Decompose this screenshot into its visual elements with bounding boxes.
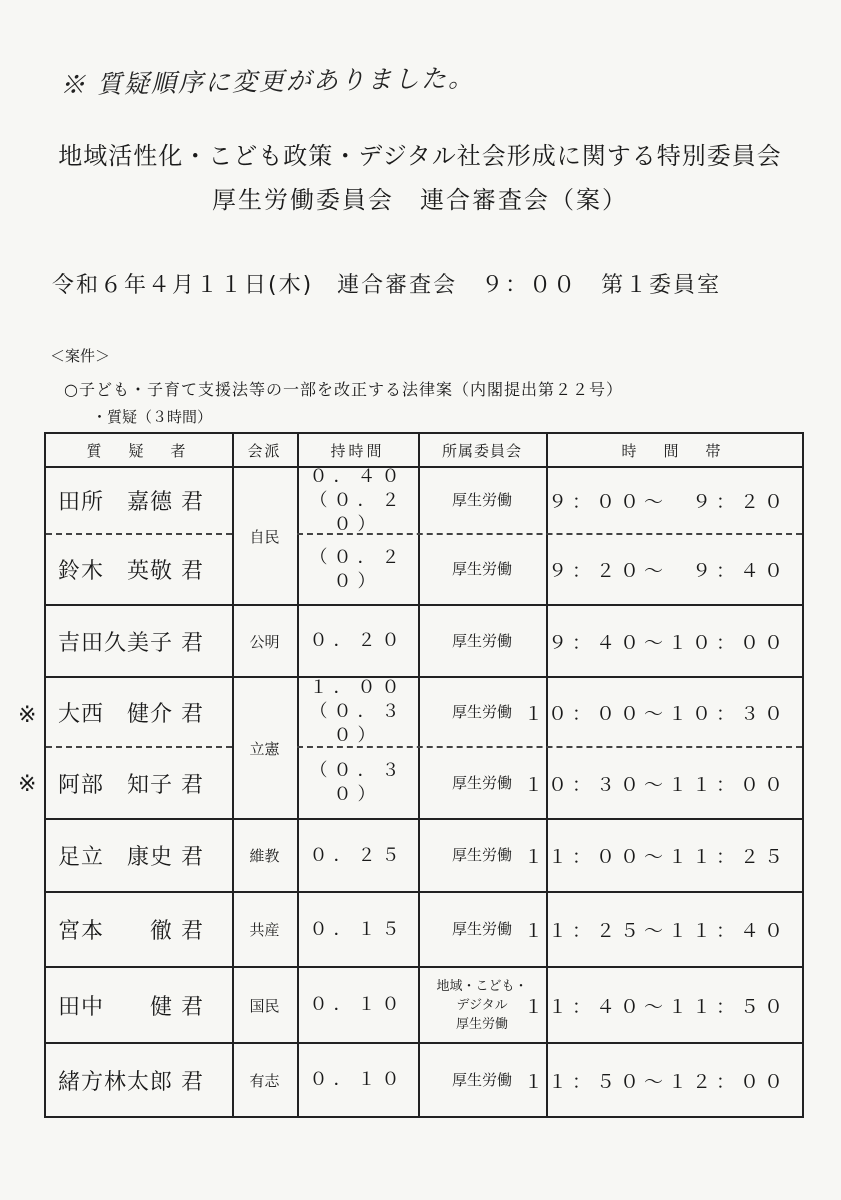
header-time: 持時間 — [330, 441, 385, 460]
questioner-name: 緒方林太郎 君 — [58, 1069, 204, 1095]
title-joint-session: 厚生労働委員会 連合審査会（案） — [212, 186, 628, 214]
party: 維教 — [249, 847, 280, 865]
agenda-header: ＜案件＞ — [50, 347, 111, 365]
header-party: 会派 — [247, 441, 282, 460]
time-allotment: ０．１０ — [309, 1069, 406, 1090]
party: 国民 — [249, 996, 280, 1015]
time-slot: ９：２０～ ９：４０ — [547, 560, 788, 582]
time-allotment: ０．２５ — [309, 844, 406, 866]
time-slot: １０：３０～１１：００ — [523, 773, 788, 796]
party: 自民 — [249, 527, 280, 546]
questioner-name: 宮本 徹 君 — [58, 919, 204, 944]
questioner-name: 足立 康史 君 — [58, 845, 204, 870]
party: 共産 — [249, 921, 280, 939]
committee: 厚生労働 — [451, 491, 512, 509]
party: 立憲 — [249, 739, 280, 758]
header-questioner: 質 疑 者 — [86, 441, 192, 460]
meeting-info: 令和６年４月１１日(木) 連合審査会 ９：００ 第１委員室 — [52, 273, 722, 298]
time-slot: １１：４０～１１：５０ — [523, 995, 788, 1018]
time-slot: ９：００～ ９：２０ — [547, 491, 788, 513]
time-allotment — [297, 465, 418, 535]
handwritten-note: ※ 質疑順序に変更がありました。 — [59, 63, 476, 100]
time-allotment: ０．１５ — [309, 918, 406, 940]
committee: 厚生労働 — [451, 1070, 512, 1089]
time-allotment: （０．２０） — [309, 546, 406, 592]
time-slot: １０：００～１０：３０ — [523, 702, 788, 725]
party: 有志 — [249, 1071, 280, 1090]
time-slot: １１：５０～１２：００ — [523, 1070, 788, 1093]
time-allotment: ０．１０ — [309, 994, 406, 1015]
committee: 厚生労働 — [451, 560, 512, 578]
committee: 厚生労働 — [451, 631, 512, 650]
questioner-name: 田所 嘉德 君 — [58, 490, 204, 515]
time-slot: １１：２５～１１：４０ — [523, 920, 788, 942]
questioner-name: 阿部 知子 君 — [58, 772, 204, 798]
individual-time: （０．２０） — [309, 489, 406, 535]
committee: 厚生労働 — [451, 773, 512, 792]
group-time: ０．４０ — [309, 465, 406, 487]
individual-time: （０．３０） — [309, 701, 406, 746]
header-committee: 所属委員会 — [441, 441, 522, 460]
time-slot: ９：４０～１０：００ — [547, 631, 788, 654]
time-allotment: （０．３０） — [309, 760, 406, 805]
group-time: １．００ — [309, 677, 406, 698]
time-slot: １１：００～１１：２５ — [523, 846, 788, 868]
committee: 厚生労働 — [451, 846, 512, 864]
agenda-question: ・質疑（３時間） — [92, 408, 213, 426]
questioner-name: 田中 健 君 — [58, 994, 204, 1020]
questioner-name: 鈴木 英敬 君 — [58, 559, 204, 584]
agenda-bill: ○子ども・子育て支援法等の一部を改正する法律案（内閣提出第２２号） — [64, 380, 623, 399]
committee: 厚生労働 — [451, 702, 512, 721]
party: 公明 — [249, 632, 280, 651]
header-slot: 時 間 帯 — [621, 441, 727, 460]
change-mark: ※ — [18, 703, 37, 728]
title-committee: 地域活性化・こども政策・デジタル社会形成に関する特別委員会 — [58, 142, 782, 170]
committee: 厚生労働 — [451, 920, 512, 938]
questioner-name: 大西 健介 君 — [58, 701, 204, 727]
change-mark: ※ — [18, 772, 37, 797]
schedule-table — [44, 432, 804, 1118]
time-allotment: ０．２０ — [309, 630, 406, 651]
committee: 地域・こども・ デジタル 厚生労働 — [436, 978, 528, 1032]
questioner-name: 吉田久美子 君 — [58, 630, 204, 656]
time-allotment — [297, 678, 418, 746]
